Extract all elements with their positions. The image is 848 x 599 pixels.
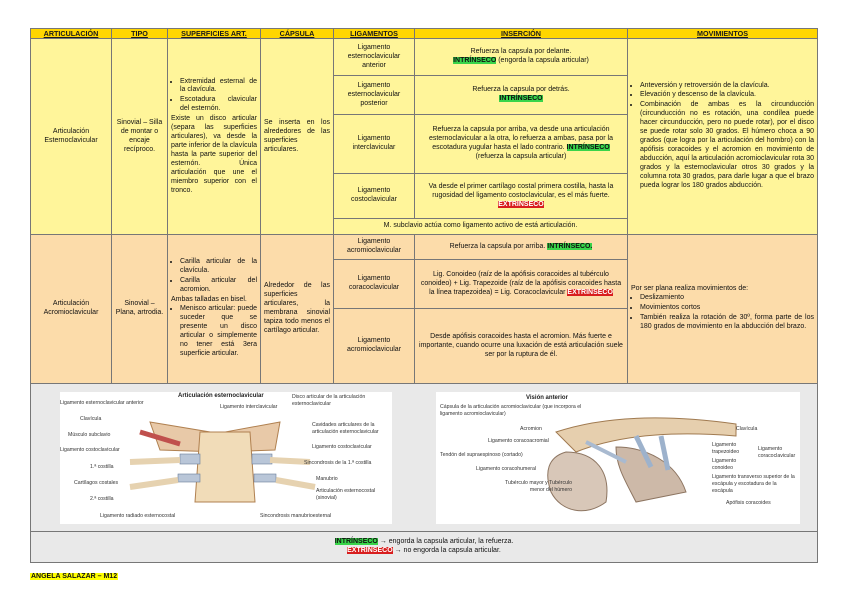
ac-surfaces [168, 235, 261, 384]
legend-row [31, 532, 818, 563]
figure-label: Ligamento costoclavicular [60, 447, 120, 454]
figure-label: Cápsula de la articulación acromioclavicular (que incorpora el ligamento acromioclavicular) [440, 404, 582, 417]
legend-cell [31, 532, 818, 563]
header-capsula: CÁPSULA [261, 29, 334, 39]
ec-lig-insercion [415, 115, 628, 174]
insercion-text: Va desde el primer cartílago costal primera costilla, hasta la rugosidad del ligamento costoclavicular, es el más fuerte. [428, 182, 614, 199]
insercion-text: Refuerza la capsula por detrás. [472, 86, 570, 94]
figure-label: Apófisis coracoides [726, 500, 771, 507]
ec-capsule: Se inserta en los alrededores de las superficies articulares. [261, 39, 334, 235]
ac-movement-item: • Movimientos cortos [640, 304, 814, 313]
intrinseco-badge: INTRÍNSECO [334, 538, 378, 546]
ac-lig-insercion [415, 235, 628, 260]
figure-label: 2.ª costilla [90, 496, 114, 503]
figure-label: 1.ª costilla [90, 464, 114, 471]
figure-label: Ligamento radiado esternocostal [100, 513, 176, 520]
ec-lig-name: Ligamento esternoclavicular posterior [334, 76, 415, 115]
figure-label: Acromion [520, 426, 542, 433]
figure-label: Clavícula [80, 416, 102, 423]
ac-type: Sinovial – Plana, artrodia. [112, 235, 168, 384]
figure-label: Ligamento coracoacromial [488, 438, 549, 445]
figure-label: Articulación esternocostal (sinovial) [316, 488, 376, 501]
figure-label: Cavidades articulares de la articulación esternoclavicular [312, 422, 379, 435]
insercion-text: Lig. Conoideo (raíz de la apófisis coracoides al tubérculo conoideo) + Lig. Trapezoide (raíz de la apófisis coracoides hasta la línea trapezoidea) = Lig. Coracoclavicular [420, 270, 622, 296]
insercion-note: (refuerza la capsula articular) [475, 153, 567, 161]
extrinseco-badge: EXTRÍNSECO [567, 288, 613, 296]
ec-surface-item: • Escotadura clavicular del esternón. [180, 96, 257, 114]
extrinseco-badge: EXTRÍNSECO [498, 200, 544, 208]
ec-movement-item: • Combinación de ambas es la circunducción (circunducción no es rotación, una condílea puede hacer circunducción, pero no puede rotar), por el disco se puede rotar solo 30 grados. El húmero choca a 90 grados (que logra por la articulación del hombro) con la apófisis coracoides y el acromion en movimiento de abducción, aquí la articulación acromioclavicular rota 30 grados y la esternoclavicular otros 30 grados y la columna rota 30 grados, para darle lugar a que el brazo pueda lograr los 180 grados abducción. [640, 101, 814, 191]
ac-movement-item: • Deslizamiento [640, 294, 814, 303]
summary-sheet [30, 28, 817, 563]
ec-note: M. subclavio actúa como ligamento activo de está articulación. [334, 219, 628, 235]
insercion-text: Refuerza la capsula por arriba, va desde una articulación esternoclavicular a la otra, lo refuerza a ambas, pasa por la escotadura yugular hasta el lado contrario. [428, 126, 614, 152]
intrinseco-badge: INTRÍNSECO [566, 144, 610, 152]
figure-label: Músculo subclavio [68, 432, 111, 439]
ac-lig-name: Ligamento acromioclavicular [334, 235, 415, 260]
ac-movements-intro: Por ser plana realiza movimientos de: [631, 285, 749, 293]
figure-label: Sincondrosis manubrioesternal [260, 513, 332, 520]
ac-lig-name: Ligamento coracoclavicular [334, 260, 415, 309]
figures-row [31, 384, 818, 532]
ec-lig-insercion [415, 174, 628, 219]
figure-acromioclavicular [436, 392, 800, 524]
legend-text: → engorda la capsula articular, la refuerza. [379, 538, 514, 546]
ac-capsule: Alrededor de las superficies articulares, la membrana sinovial tapiza todo menos el cartílago articular. [261, 235, 334, 384]
ec-lig-insercion [415, 76, 628, 115]
insercion-text: Refuerza la capsula por arriba. [449, 242, 546, 250]
header-row [31, 29, 818, 39]
figure-label: Sincondrosis de la 1.ª costilla [304, 460, 372, 467]
ac-movements [628, 235, 818, 384]
figure-label: Ligamento costoclavicular [312, 444, 372, 451]
ac-surfaces-text: Ambas talladas en bisel. [171, 296, 247, 304]
extrinseco-badge: EXTRÍNSECO [347, 547, 393, 555]
figure-label: Ligamento conoideo [712, 458, 737, 471]
figure-right-title: Visión anterior [526, 395, 568, 402]
ac-surface-item: • Carilla articular de la clavícula. [180, 258, 257, 276]
ac-lig-name: Ligamento acromioclavicular [334, 309, 415, 384]
header-superficies: SUPERFICIES ART. [168, 29, 261, 39]
ac-lig-insercion [415, 260, 628, 309]
header-ligamentos: LIGAMENTOS [334, 29, 415, 39]
ac-surface-item: • Menisco articular: puede suceder que se presente un disco articular o simplemente no tener está 3era superficie articular. [180, 305, 257, 359]
legend-extrinseco [34, 547, 814, 556]
ac-lig-insercion: Desde apófisis coracoides hasta el acromion. Más fuerte e importante, cuando ocurre una luxación de está articulación suele ser por la ruptura de él. [415, 309, 628, 384]
ec-type: Sinovial – Silla de montar o encaje recíproco. [112, 39, 168, 235]
figure-label: Tendón del supraespinoso (cortado) [440, 452, 523, 459]
figure-label: Ligamento coracoclavicular [758, 446, 796, 459]
ec-lig-name: Ligamento interclavicular [334, 115, 415, 174]
ec-lig-name: Ligamento costoclavicular [334, 174, 415, 219]
header-articulacion: ARTICULACIÓN [31, 29, 112, 39]
esternoclavicular-illustration [60, 392, 392, 524]
ec-lig-insercion [415, 39, 628, 76]
header-movimientos: MOVIMIENTOS [628, 29, 818, 39]
author-label: ANGELA SALAZAR – M12 [31, 573, 118, 580]
ec-movement-item: • Anteversión y retroversión de la clavícula. [640, 82, 814, 91]
intrinseco-badge: INTRÍNSECO. [547, 242, 593, 250]
ec-lig-name: Ligamento esternoclavicular anterior [334, 39, 415, 76]
figure-label: Cartílagos costales [74, 480, 119, 487]
ec-movement-item: • Elevación y descenso de la clavícula. [640, 91, 814, 100]
figure-esternoclavicular [60, 392, 392, 524]
figures-wrap [34, 386, 814, 529]
legend-intrinseco [34, 538, 814, 547]
joints-table [30, 28, 818, 563]
figure-label: Tubérculo mayor y Tubérculo menor del húmero [505, 480, 572, 493]
figure-label: Clavícula [736, 426, 758, 433]
figure-label: Manubrio [316, 476, 338, 483]
ec-surface-item: • Extremidad esternal de la clavícula. [180, 78, 257, 96]
figure-label: Disco articular de la articulación esternoclavicular [292, 394, 366, 407]
insercion-text: Refuerza la capsula por delante. [470, 48, 572, 56]
ec-movements [628, 39, 818, 235]
insercion-note: (engorda la capsula articular) [498, 57, 589, 65]
figures-cell [31, 384, 818, 532]
figure-label: Ligamento interclavicular [220, 404, 278, 411]
figure-left-title: Articulación esternoclavicular [178, 393, 264, 400]
ac-name: Articulación Acromioclavicular [31, 235, 112, 384]
ac-surface-item: • Carilla articular del acromion. [180, 277, 257, 295]
figure-label: Ligamento esternoclavicular anterior [60, 400, 144, 407]
legend-text: → no engorda la capsula articular. [394, 547, 501, 555]
ec-surfaces-text: Existe un disco articular (separa las superficies articulares), va desde la parte inferior de la clavícula hasta la parte superior del esternón. Única articulación que une el miembro superior con el tronco. [171, 115, 257, 194]
ec-name: Articulación Esternoclavicular [31, 39, 112, 235]
figure-label: Ligamento transverso superior de la escápula y escotadura de la escápula [712, 474, 795, 494]
ec-row-1 [31, 39, 818, 76]
header-tipo: TIPO [112, 29, 168, 39]
ac-row-1 [31, 235, 818, 260]
header-insercion: INSERCIÓN [415, 29, 628, 39]
ec-surfaces [168, 39, 261, 235]
figure-label: Ligamento coracohumeral [476, 466, 536, 473]
intrinseco-badge: INTRÍNSECO [499, 95, 543, 103]
ac-movement-item: • También realiza la rotación de 30º, forma parte de los 180 grados de movimiento en la abducción del brazo. [640, 314, 814, 332]
figure-label: Ligamento trapezoideo [712, 442, 740, 455]
intrinseco-badge: INTRÍNSECO [453, 57, 497, 65]
